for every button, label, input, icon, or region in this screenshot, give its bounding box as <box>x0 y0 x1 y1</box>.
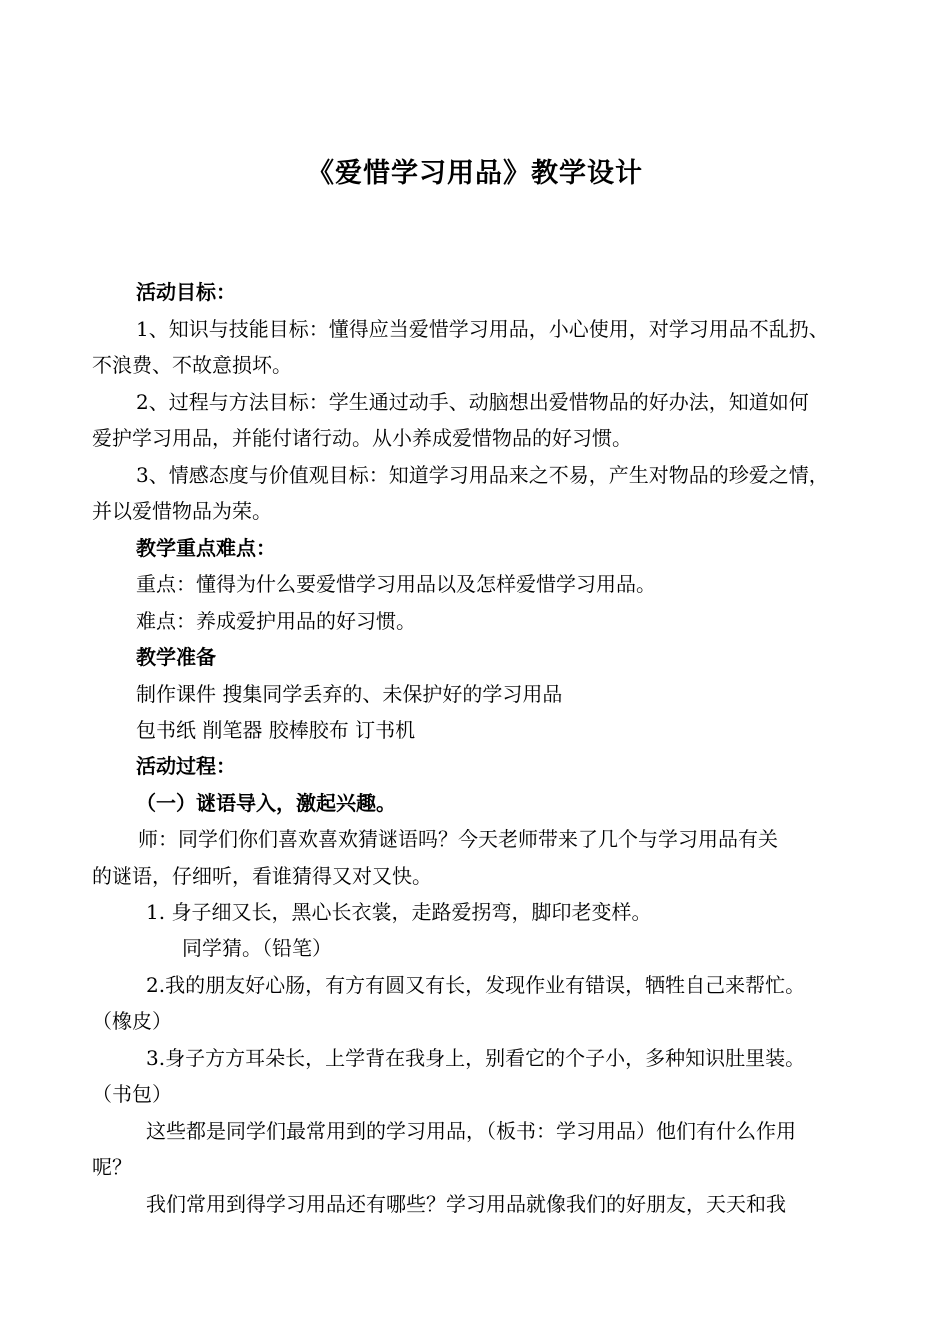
closing-line: 我们常用到得学习用品还有哪些？学习用品就像我们的好朋友，天天和我 <box>146 1192 786 1216</box>
keypoints-heading: 教学重点难点： <box>136 536 276 560</box>
difficulty-text: 难点：养成爱护用品的好习惯。 <box>136 609 416 633</box>
step-1-heading: （一）谜语导入，激起兴趣。 <box>136 791 396 815</box>
objective-3-line-1: 3、情感态度与价值观目标：知道学习用品来之不易，产生对物品的珍爱之情， <box>136 463 829 487</box>
summary-line-1: 这些都是同学们最常用到的学习用品，（板书：学习用品）他们有什么作用 <box>146 1119 796 1143</box>
riddle-1-answer: 同学猜。（铅笔） <box>182 936 332 960</box>
riddle-1: 1. 身子细又长，黑心长衣裳，走路爱拐弯，脚印老变样。 <box>146 900 652 924</box>
objective-2-line-1: 2、过程与方法目标：学生通过动手、动脑想出爱惜物品的好办法，知道如何 <box>136 390 809 414</box>
objective-2-line-2: 爱护学习用品，并能付诸行动。从小养成爱惜物品的好习惯。 <box>92 426 632 450</box>
riddle-2: 2.我的朋友好心肠，有方有圆又有长，发现作业有错误，牺牲自己来帮忙。 <box>146 973 806 997</box>
objectives-heading: 活动目标： <box>136 280 236 304</box>
keypoint-text: 重点：懂得为什么要爱惜学习用品以及怎样爱惜学习用品。 <box>136 572 656 596</box>
summary-line-2: 呢？ <box>92 1155 132 1179</box>
document-title: 《爱惜学习用品》教学设计 <box>307 158 643 189</box>
preparation-line-2: 包书纸 削笔器 胶棒胶布 订书机 <box>136 718 416 742</box>
teacher-line-2: 的谜语，仔细听，看谁猜得又对又快。 <box>92 864 432 888</box>
preparation-line-1: 制作课件 搜集同学丢弃的、未保护好的学习用品 <box>136 682 563 706</box>
preparation-heading: 教学准备 <box>136 645 216 669</box>
riddle-3: 3.身子方方耳朵长，上学背在我身上，别看它的个子小，多种知识肚里装。 <box>146 1046 806 1070</box>
objective-3-line-2: 并以爱惜物品为荣。 <box>92 499 272 523</box>
riddle-2-answer: （橡皮） <box>92 1009 172 1033</box>
teacher-line-1: 师：同学们你们喜欢喜欢猜谜语吗？今天老师带来了几个与学习用品有关 <box>138 827 778 851</box>
riddle-3-answer: （书包） <box>92 1082 172 1106</box>
process-heading: 活动过程： <box>136 754 236 778</box>
objective-1-line-1: 1、知识与技能目标：懂得应当爱惜学习用品，小心使用，对学习用品不乱扔、 <box>136 317 829 341</box>
objective-1-line-2: 不浪费、不故意损坏。 <box>92 353 292 377</box>
